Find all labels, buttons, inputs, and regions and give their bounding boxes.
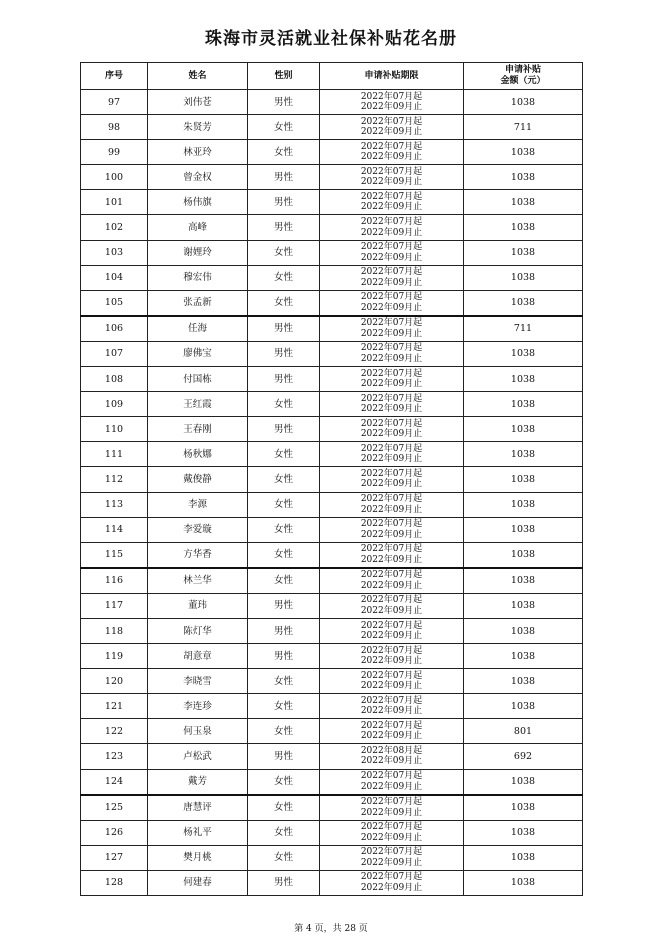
- table-row: [81, 265, 583, 290]
- row-gender: 女性: [248, 265, 320, 290]
- row-no: 99: [81, 140, 148, 165]
- row-name: 戴俊静: [148, 467, 248, 492]
- period-end: 2022年09月止: [360, 605, 423, 616]
- row-no: 119: [81, 644, 148, 669]
- period-start: 2022年07月起: [360, 595, 423, 606]
- row-period: [320, 644, 464, 669]
- table-row: [81, 341, 583, 366]
- row-no: 106: [81, 316, 148, 342]
- row-no: 98: [81, 115, 148, 140]
- row-name: 廖佛宝: [148, 341, 248, 366]
- period-end: 2022年09月止: [360, 252, 423, 263]
- row-period: [320, 316, 464, 342]
- table-row: [81, 492, 583, 517]
- row-gender: 男性: [248, 744, 320, 769]
- period-start: 2022年07月起: [360, 116, 423, 127]
- row-amount: 1038: [464, 669, 583, 694]
- row-name: 王红霞: [148, 392, 248, 417]
- period-end: 2022年09月止: [360, 554, 423, 565]
- period-end: 2022年09月止: [360, 529, 423, 540]
- row-name: 王春刚: [148, 417, 248, 442]
- table-row: [81, 845, 583, 870]
- period-end: 2022年09月止: [360, 152, 423, 163]
- row-gender: 女性: [248, 442, 320, 467]
- row-no: 107: [81, 341, 148, 366]
- table-row: [81, 165, 583, 190]
- row-amount: 1038: [464, 341, 583, 366]
- row-amount: 1038: [464, 190, 583, 215]
- row-period: [320, 517, 464, 542]
- table-row: [81, 215, 583, 240]
- table-row: [81, 115, 583, 140]
- row-amount: 1038: [464, 140, 583, 165]
- row-gender: 女性: [248, 694, 320, 719]
- table-row: [81, 290, 583, 316]
- row-amount: 1038: [464, 694, 583, 719]
- row-no: 111: [81, 442, 148, 467]
- row-amount: 1038: [464, 240, 583, 265]
- row-name: 戴芳: [148, 769, 248, 795]
- row-period: [320, 845, 464, 870]
- period-start: 2022年07月起: [360, 847, 423, 858]
- table-row: [81, 467, 583, 492]
- row-no: 114: [81, 517, 148, 542]
- row-no: 104: [81, 265, 148, 290]
- table-row: [81, 140, 583, 165]
- table-row: [81, 367, 583, 392]
- row-no: 118: [81, 618, 148, 643]
- row-period: [320, 215, 464, 240]
- row-name: 李源: [148, 492, 248, 517]
- table-row: [81, 442, 583, 467]
- row-gender: 女性: [248, 467, 320, 492]
- row-name: 李晓雪: [148, 669, 248, 694]
- row-period: [320, 820, 464, 845]
- period-end: 2022年09月止: [360, 102, 423, 113]
- row-gender: 女性: [248, 140, 320, 165]
- row-name: 高峰: [148, 215, 248, 240]
- row-gender: 男性: [248, 165, 320, 190]
- row-no: 113: [81, 492, 148, 517]
- row-name: 杨秋娜: [148, 442, 248, 467]
- period-start: 2022年07月起: [360, 645, 423, 656]
- row-name: 樊月桃: [148, 845, 248, 870]
- table-row: [81, 90, 583, 115]
- period-start: 2022年07月起: [360, 519, 423, 530]
- period-start: 2022年07月起: [360, 343, 423, 354]
- period-start: 2022年07月起: [360, 318, 423, 329]
- period-end: 2022年09月止: [360, 302, 423, 313]
- row-no: 112: [81, 467, 148, 492]
- period-end: 2022年09月止: [360, 656, 423, 667]
- row-amount: 1038: [464, 215, 583, 240]
- period-end: 2022年09月止: [360, 504, 423, 515]
- page-footer: 第 4 页，共 28 页: [294, 924, 368, 934]
- row-period: [320, 467, 464, 492]
- header-amount-line1: 申请补贴: [504, 65, 541, 75]
- row-name: 董玮: [148, 593, 248, 618]
- row-name: 李连珍: [148, 694, 248, 719]
- period-start: 2022年07月起: [360, 443, 423, 454]
- row-period: [320, 795, 464, 821]
- period-start: 2022年07月起: [360, 670, 423, 681]
- row-gender: 男性: [248, 593, 320, 618]
- row-gender: 女性: [248, 769, 320, 795]
- row-gender: 女性: [248, 719, 320, 744]
- row-period: [320, 341, 464, 366]
- row-no: 105: [81, 290, 148, 316]
- period-end: 2022年09月止: [360, 404, 423, 415]
- table-row: [81, 669, 583, 694]
- row-gender: 男性: [248, 367, 320, 392]
- period-end: 2022年09月止: [360, 580, 423, 591]
- period-start: 2022年07月起: [360, 570, 423, 581]
- period-start: 2022年07月起: [360, 292, 423, 303]
- row-amount: 1038: [464, 769, 583, 795]
- row-name: 谢娌玲: [148, 240, 248, 265]
- row-amount: 692: [464, 744, 583, 769]
- row-name: 李爱璇: [148, 517, 248, 542]
- row-name: 任海: [148, 316, 248, 342]
- header-no: 序号: [81, 63, 148, 90]
- period-start: 2022年07月起: [360, 494, 423, 505]
- table-row: [81, 870, 583, 895]
- period-end: 2022年09月止: [360, 127, 423, 138]
- period-end: 2022年09月止: [360, 781, 423, 792]
- row-period: [320, 769, 464, 795]
- table-row: [81, 417, 583, 442]
- row-amount: 1038: [464, 492, 583, 517]
- row-no: 128: [81, 870, 148, 895]
- period-end: 2022年09月止: [360, 882, 423, 893]
- row-gender: 女性: [248, 115, 320, 140]
- header-amount-line2: 金额（元）: [500, 76, 546, 86]
- period-start: 2022年07月起: [360, 418, 423, 429]
- row-gender: 女性: [248, 568, 320, 594]
- period-start: 2022年07月起: [360, 468, 423, 479]
- row-name: 曾金权: [148, 165, 248, 190]
- table-row: [81, 240, 583, 265]
- row-period: [320, 492, 464, 517]
- row-period: [320, 694, 464, 719]
- row-amount: 1038: [464, 367, 583, 392]
- table-row: [81, 820, 583, 845]
- period-start: 2022年07月起: [360, 141, 423, 152]
- row-period: [320, 115, 464, 140]
- row-amount: 1038: [464, 290, 583, 316]
- header-gender: 性别: [248, 63, 320, 90]
- period-start: 2022年07月起: [360, 91, 423, 102]
- row-name: 张孟新: [148, 290, 248, 316]
- row-gender: 女性: [248, 669, 320, 694]
- row-amount: 711: [464, 316, 583, 342]
- row-no: 108: [81, 367, 148, 392]
- row-no: 97: [81, 90, 148, 115]
- row-gender: 女性: [248, 795, 320, 821]
- row-no: 115: [81, 542, 148, 568]
- period-end: 2022年09月止: [360, 328, 423, 339]
- period-end: 2022年09月止: [360, 277, 423, 288]
- row-no: 116: [81, 568, 148, 594]
- row-gender: 女性: [248, 240, 320, 265]
- row-name: 陈灯华: [148, 618, 248, 643]
- period-start: 2022年07月起: [360, 393, 423, 404]
- row-period: [320, 165, 464, 190]
- row-period: [320, 265, 464, 290]
- table-row: [81, 542, 583, 568]
- row-no: 123: [81, 744, 148, 769]
- header-amount: [464, 63, 583, 90]
- table-row: [81, 694, 583, 719]
- row-gender: 女性: [248, 542, 320, 568]
- row-name: 刘伟苍: [148, 90, 248, 115]
- row-no: 125: [81, 795, 148, 821]
- row-gender: 男性: [248, 618, 320, 643]
- table-row: [81, 719, 583, 744]
- table-row: [81, 744, 583, 769]
- row-gender: 男性: [248, 215, 320, 240]
- row-no: 127: [81, 845, 148, 870]
- row-amount: 1038: [464, 618, 583, 643]
- row-period: [320, 542, 464, 568]
- row-period: [320, 568, 464, 594]
- row-name: 杨伟旗: [148, 190, 248, 215]
- period-start: 2022年07月起: [360, 242, 423, 253]
- row-gender: 女性: [248, 820, 320, 845]
- row-period: [320, 593, 464, 618]
- row-amount: 711: [464, 115, 583, 140]
- page-title: 珠海市灵活就业社保补贴花名册: [205, 29, 457, 49]
- period-end: 2022年09月止: [360, 202, 423, 213]
- row-period: [320, 90, 464, 115]
- period-start: 2022年07月起: [360, 267, 423, 278]
- row-amount: 1038: [464, 442, 583, 467]
- row-no: 120: [81, 669, 148, 694]
- row-amount: 1038: [464, 593, 583, 618]
- period-end: 2022年09月止: [360, 227, 423, 238]
- row-amount: 1038: [464, 392, 583, 417]
- period-start: 2022年07月起: [360, 191, 423, 202]
- period-end: 2022年09月止: [360, 706, 423, 717]
- table-row: [81, 517, 583, 542]
- table-row: [81, 316, 583, 342]
- period-start: 2022年08月起: [360, 745, 423, 756]
- row-no: 109: [81, 392, 148, 417]
- table-row: [81, 769, 583, 795]
- row-gender: 男性: [248, 316, 320, 342]
- row-no: 122: [81, 719, 148, 744]
- row-amount: 1038: [464, 568, 583, 594]
- period-start: 2022年07月起: [360, 368, 423, 379]
- table-row: [81, 795, 583, 821]
- row-gender: 女性: [248, 517, 320, 542]
- period-start: 2022年07月起: [360, 822, 423, 833]
- row-name: 何建春: [148, 870, 248, 895]
- row-amount: 1038: [464, 467, 583, 492]
- row-no: 117: [81, 593, 148, 618]
- row-amount: 1038: [464, 820, 583, 845]
- period-end: 2022年09月止: [360, 756, 423, 767]
- row-period: [320, 367, 464, 392]
- row-gender: 女性: [248, 492, 320, 517]
- row-amount: 1038: [464, 417, 583, 442]
- table-row: [81, 644, 583, 669]
- row-gender: 男性: [248, 90, 320, 115]
- row-amount: 801: [464, 719, 583, 744]
- row-no: 100: [81, 165, 148, 190]
- row-gender: 女性: [248, 290, 320, 316]
- period-start: 2022年07月起: [360, 771, 423, 782]
- row-amount: 1038: [464, 870, 583, 895]
- row-period: [320, 870, 464, 895]
- row-period: [320, 669, 464, 694]
- period-end: 2022年09月止: [360, 807, 423, 818]
- row-no: 124: [81, 769, 148, 795]
- row-no: 110: [81, 417, 148, 442]
- row-amount: 1038: [464, 517, 583, 542]
- period-start: 2022年07月起: [360, 797, 423, 808]
- row-name: 穆宏伟: [148, 265, 248, 290]
- period-end: 2022年09月止: [360, 429, 423, 440]
- period-start: 2022年07月起: [360, 544, 423, 555]
- period-end: 2022年09月止: [360, 631, 423, 642]
- subsidy-roster-table: [80, 62, 583, 896]
- row-gender: 男性: [248, 417, 320, 442]
- row-name: 林亚玲: [148, 140, 248, 165]
- period-end: 2022年09月止: [360, 379, 423, 390]
- row-name: 唐慧评: [148, 795, 248, 821]
- row-name: 何玉泉: [148, 719, 248, 744]
- table-row: [81, 190, 583, 215]
- row-period: [320, 290, 464, 316]
- period-end: 2022年09月止: [360, 857, 423, 868]
- row-gender: 男性: [248, 870, 320, 895]
- period-end: 2022年09月止: [360, 177, 423, 188]
- period-end: 2022年09月止: [360, 454, 423, 465]
- row-amount: 1038: [464, 644, 583, 669]
- row-amount: 1038: [464, 90, 583, 115]
- row-period: [320, 392, 464, 417]
- row-name: 杨礼平: [148, 820, 248, 845]
- row-period: [320, 442, 464, 467]
- table-row: [81, 618, 583, 643]
- row-name: 林兰华: [148, 568, 248, 594]
- row-gender: 女性: [248, 845, 320, 870]
- period-end: 2022年09月止: [360, 681, 423, 692]
- header-period: 申请补贴期限: [320, 63, 464, 90]
- row-name: 朱贤芳: [148, 115, 248, 140]
- row-amount: 1038: [464, 542, 583, 568]
- period-start: 2022年07月起: [360, 720, 423, 731]
- period-start: 2022年07月起: [360, 620, 423, 631]
- period-start: 2022年07月起: [360, 872, 423, 883]
- row-gender: 女性: [248, 392, 320, 417]
- row-gender: 男性: [248, 190, 320, 215]
- row-no: 103: [81, 240, 148, 265]
- row-name: 胡意章: [148, 644, 248, 669]
- row-period: [320, 618, 464, 643]
- row-period: [320, 240, 464, 265]
- row-no: 101: [81, 190, 148, 215]
- period-end: 2022年09月止: [360, 479, 423, 490]
- period-start: 2022年07月起: [360, 166, 423, 177]
- row-period: [320, 190, 464, 215]
- header-name: 姓名: [148, 63, 248, 90]
- period-start: 2022年07月起: [360, 217, 423, 228]
- row-amount: 1038: [464, 795, 583, 821]
- row-amount: 1038: [464, 845, 583, 870]
- table-row: [81, 392, 583, 417]
- table-row: [81, 593, 583, 618]
- row-period: [320, 719, 464, 744]
- row-period: [320, 417, 464, 442]
- row-amount: 1038: [464, 165, 583, 190]
- row-gender: 男性: [248, 341, 320, 366]
- row-period: [320, 140, 464, 165]
- row-no: 126: [81, 820, 148, 845]
- period-end: 2022年09月止: [360, 353, 423, 364]
- row-amount: 1038: [464, 265, 583, 290]
- row-name: 卢松武: [148, 744, 248, 769]
- row-no: 121: [81, 694, 148, 719]
- period-end: 2022年09月止: [360, 731, 423, 742]
- row-period: [320, 744, 464, 769]
- period-start: 2022年07月起: [360, 695, 423, 706]
- table-header-row: [81, 63, 583, 90]
- period-end: 2022年09月止: [360, 832, 423, 843]
- row-name: 付国栋: [148, 367, 248, 392]
- table-row: [81, 568, 583, 594]
- row-name: 方华香: [148, 542, 248, 568]
- row-no: 102: [81, 215, 148, 240]
- row-gender: 男性: [248, 644, 320, 669]
